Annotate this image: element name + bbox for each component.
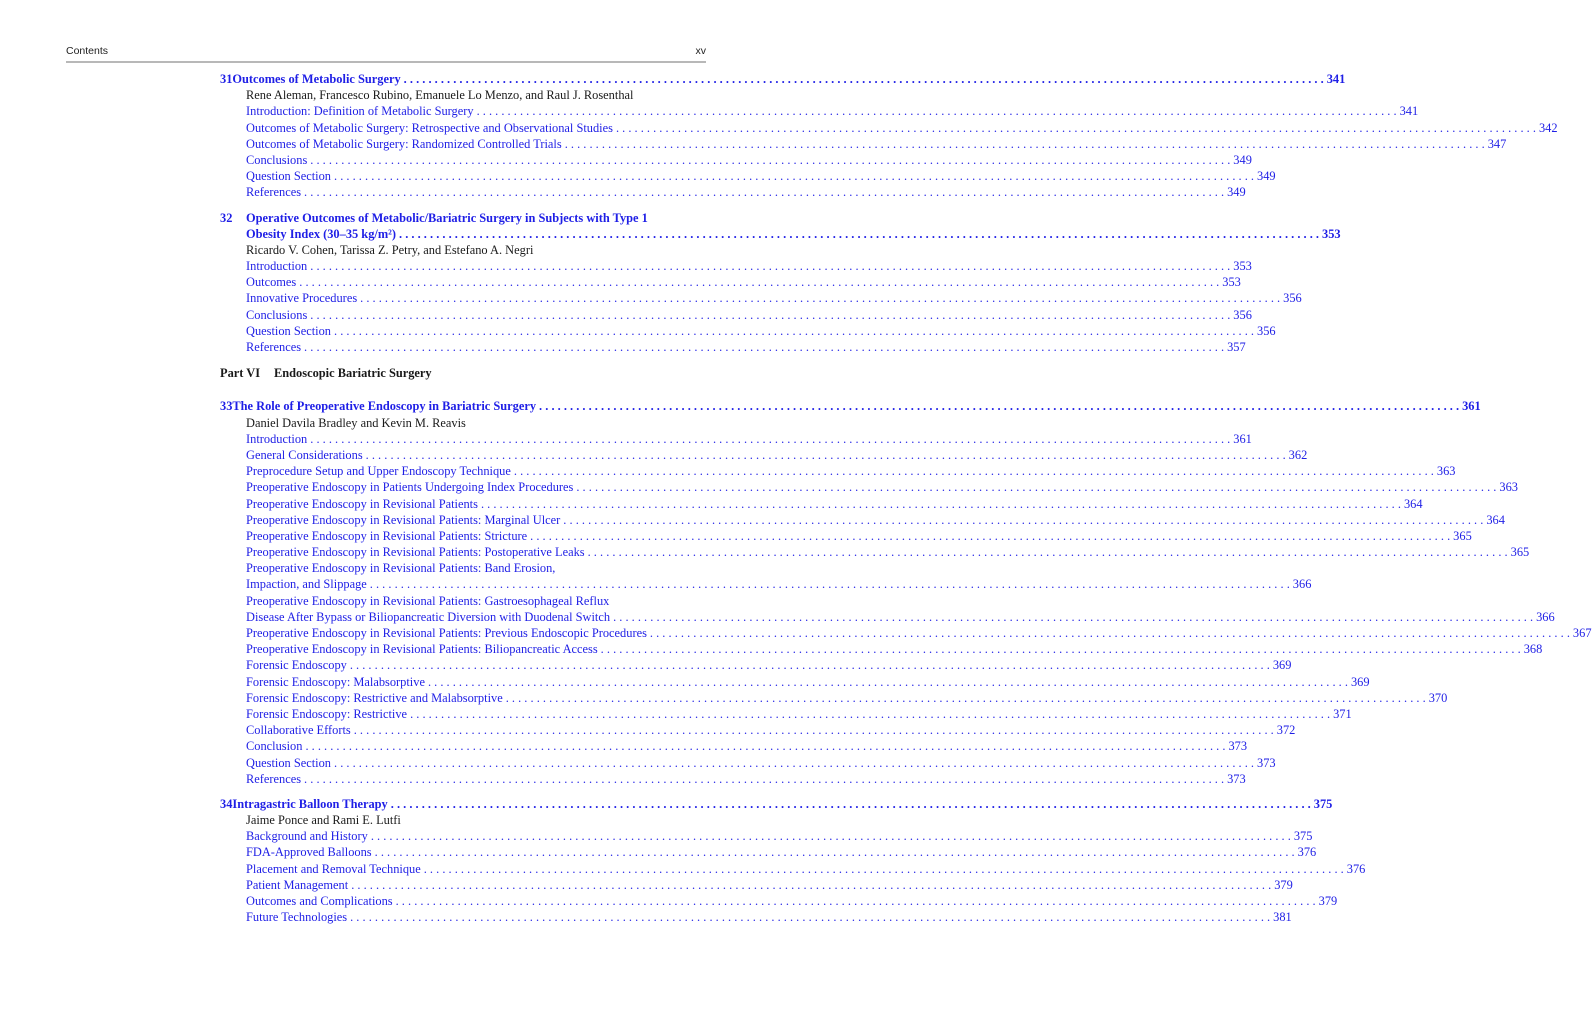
entry-page-number[interactable]: 349 — [1227, 185, 1246, 200]
dot-leader — [610, 609, 1536, 625]
section-entry[interactable] — [220, 168, 1276, 184]
entry-page-number[interactable]: 353 — [1222, 275, 1241, 290]
entry-page-number[interactable]: 369 — [1350, 674, 1370, 689]
section-entry[interactable] — [220, 877, 1293, 893]
section-entry[interactable] — [220, 512, 1505, 528]
section-title-line[interactable]: Preoperative Endoscopy in Revisional Patients: Gastroesophageal Reflux — [246, 593, 610, 608]
part-label: Part VI — [220, 366, 261, 381]
dot-leader — [302, 738, 1228, 754]
chapter-number: 32 — [220, 210, 233, 225]
section-entry[interactable] — [220, 152, 1252, 168]
section-entry[interactable] — [220, 722, 1296, 738]
section-entry[interactable] — [220, 103, 1419, 119]
running-head — [66, 43, 706, 63]
section-entry[interactable] — [220, 576, 1312, 592]
entry-title-link[interactable]: Preoperative Endoscopy in Revisional Patients: Stricture — [246, 528, 528, 543]
entry-title-link[interactable]: Outcomes of Metabolic Surgery: Retrospective and Observational Studies — [246, 120, 613, 135]
entry-page-number[interactable]: 375 — [1313, 796, 1333, 811]
dot-leader — [388, 796, 1314, 812]
chapter-authors: Daniel Davila Bradley and Kevin M. Reavis — [246, 415, 466, 430]
section-entry[interactable] — [220, 771, 1246, 787]
chapter-authors: Ricardo V. Cohen, Tarissa Z. Petry, and Estefano A. Negri — [246, 242, 534, 257]
chapter-34 — [220, 796, 1366, 926]
dot-leader — [331, 168, 1257, 184]
entry-page-number[interactable]: 353 — [1233, 259, 1252, 274]
chapter-authors: Rene Aleman, Francesco Rubino, Emanuele Lo Menzo, and Raul J. Rosenthal — [246, 88, 634, 103]
entry-title-link[interactable]: Conclusions — [246, 152, 308, 167]
dot-leader — [307, 431, 1233, 447]
entry-page-number[interactable]: 356 — [1283, 291, 1302, 306]
dot-leader — [613, 120, 1539, 136]
dot-leader — [562, 136, 1488, 152]
dot-leader — [598, 641, 1524, 657]
dot-leader — [536, 398, 1462, 414]
section-entry[interactable] — [220, 339, 1246, 355]
entry-title-link[interactable]: Preoperative Endoscopy in Revisional Patients — [246, 496, 478, 511]
entry-title-link[interactable]: Patient Management — [246, 877, 349, 892]
section-entry[interactable] — [220, 909, 1292, 925]
dot-leader — [301, 184, 1227, 200]
entry-title-link[interactable]: The Role of Preoperative Endoscopy in Bariatric Surgery — [232, 399, 537, 414]
entry-title-link[interactable]: Outcomes and Complications — [246, 894, 393, 908]
entry-title-link[interactable]: General Considerations — [246, 447, 363, 462]
entry-page-number[interactable]: 364 — [1403, 496, 1423, 511]
dot-leader — [372, 844, 1298, 860]
entry-title-link[interactable]: Preoperative Endoscopy in Revisional Patients: Previous Endoscopic Procedures — [246, 626, 647, 640]
entry-page-number[interactable]: 367 — [1572, 626, 1592, 640]
dot-leader — [647, 625, 1573, 641]
dot-leader — [301, 771, 1227, 787]
entry-title-link[interactable]: Forensic Endoscopy — [246, 658, 347, 673]
entry-page-number[interactable]: 361 — [1462, 399, 1481, 414]
dot-leader — [347, 657, 1273, 673]
section-entry[interactable] — [220, 828, 1313, 844]
part-heading — [220, 365, 705, 381]
dot-leader — [407, 706, 1333, 722]
dot-leader — [503, 690, 1429, 706]
dot-leader — [560, 512, 1486, 528]
entry-page-number[interactable]: 368 — [1523, 642, 1543, 657]
entry-page-number[interactable]: 357 — [1227, 340, 1246, 354]
entry-title-link[interactable]: Disease After Bypass or Biliopancreatic Diversion with Duodenal Switch — [246, 609, 611, 624]
entry-page-number[interactable]: 347 — [1487, 136, 1507, 151]
entry-title-link[interactable]: References — [246, 771, 302, 786]
entry-title-link[interactable]: Outcomes of Metabolic Surgery: Randomized Controlled Trials — [246, 136, 562, 151]
dot-leader — [307, 258, 1233, 274]
entry-title-link[interactable]: Preoperative Endoscopy in Revisional Patients: Biliopancreatic Access — [246, 642, 598, 657]
section-entry[interactable] — [220, 657, 1292, 673]
section-entry[interactable] — [220, 120, 1558, 136]
chapter-number: 34 — [220, 796, 233, 811]
entry-page-number[interactable]: 375 — [1293, 829, 1313, 844]
section-entry[interactable] — [220, 609, 1555, 625]
dot-leader — [527, 528, 1453, 544]
entry-title-link[interactable]: Introduction — [246, 431, 308, 446]
dot-leader — [474, 103, 1400, 119]
entry-title-link[interactable]: Conclusion — [246, 739, 303, 754]
entry-page-number[interactable]: 349 — [1257, 169, 1276, 184]
section-entry[interactable] — [220, 706, 1352, 722]
entry-title-link[interactable]: References — [246, 340, 302, 354]
entry-title-link[interactable]: Conclusions — [246, 307, 308, 322]
entry-page-number[interactable]: 381 — [1273, 910, 1292, 925]
entry-page-number[interactable]: 341 — [1399, 104, 1419, 119]
dot-leader — [307, 307, 1233, 323]
page-number: xv — [695, 45, 706, 57]
entry-page-number[interactable]: 366 — [1536, 609, 1555, 624]
entry-page-number[interactable]: 341 — [1326, 72, 1346, 86]
dot-leader — [401, 71, 1327, 87]
entry-page-number[interactable]: 356 — [1233, 307, 1252, 322]
dot-leader — [368, 828, 1294, 844]
chapter-authors: Jaime Ponce and Rami E. Lutfi — [246, 813, 401, 828]
entry-page-number[interactable]: 342 — [1538, 120, 1558, 135]
dot-leader — [331, 323, 1257, 339]
chapter-31 — [220, 71, 1558, 201]
entry-title-link[interactable]: Preoperative Endoscopy in Revisional Patients: Postoperative Leaks — [246, 545, 585, 560]
chapter-title-row[interactable] — [220, 71, 1346, 87]
entry-title-link[interactable]: Introduction: Definition of Metabolic Surgery — [246, 104, 474, 119]
entry-title-link[interactable]: Placement and Removal Technique — [246, 861, 421, 876]
entry-title-link[interactable]: Intragastric Balloon Therapy — [232, 796, 388, 811]
entry-page-number[interactable]: 353 — [1322, 226, 1341, 241]
entry-title-link[interactable]: Outcomes of Metabolic Surgery — [232, 72, 401, 86]
section-entry[interactable] — [220, 184, 1246, 200]
section-entry[interactable] — [220, 690, 1448, 706]
entry-title-link[interactable]: Impaction, and Slippage — [246, 577, 367, 592]
entry-page-number[interactable]: 363 — [1499, 480, 1518, 495]
dot-leader — [363, 447, 1289, 463]
entry-title-link[interactable]: Innovative Procedures — [246, 291, 358, 306]
chapter-title-row[interactable] — [220, 398, 1481, 414]
entry-page-number[interactable]: 376 — [1346, 861, 1366, 876]
dot-leader — [573, 479, 1499, 495]
entry-page-number[interactable]: 369 — [1272, 658, 1292, 673]
entry-title-link[interactable]: Preoperative Endoscopy in Patients Undergoing Index Procedures — [246, 480, 574, 495]
entry-title-link[interactable]: Forensic Endoscopy: Restrictive — [246, 706, 408, 721]
entry-title-link[interactable]: Question Section — [246, 169, 332, 184]
section-entry[interactable] — [220, 258, 1252, 274]
dot-leader — [585, 544, 1511, 560]
table-of-contents — [220, 71, 1592, 934]
dot-leader — [351, 722, 1277, 738]
dot-leader — [478, 496, 1404, 512]
section-entry[interactable] — [220, 463, 1456, 479]
dot-leader — [331, 755, 1257, 771]
dot-leader — [511, 463, 1437, 479]
entry-page-number[interactable]: 373 — [1228, 739, 1248, 754]
entry-title-link[interactable]: Forensic Endoscopy: Restrictive and Malabsorptive — [246, 690, 503, 705]
entry-title-link[interactable]: Introduction — [246, 259, 308, 274]
running-head-title: Contents — [66, 45, 109, 57]
dot-leader — [367, 576, 1293, 592]
entry-page-number[interactable]: 372 — [1276, 723, 1296, 738]
dot-leader — [396, 226, 1322, 242]
entry-title-link[interactable]: Obesity Index (30–35 kg/m²) — [246, 226, 397, 241]
entry-page-number[interactable]: 362 — [1288, 447, 1308, 462]
entry-page-number[interactable]: 363 — [1436, 464, 1456, 479]
section-entry[interactable] — [220, 290, 1302, 306]
section-entry[interactable] — [220, 641, 1543, 657]
chapter-33 — [220, 398, 1592, 787]
entry-title-link[interactable]: Preprocedure Setup and Upper Endoscopy Technique — [246, 464, 511, 479]
entry-title-link[interactable]: Background and History — [246, 829, 368, 844]
entry-title-link[interactable]: Question Section — [246, 323, 332, 338]
chapter-title-row[interactable] — [220, 796, 1333, 812]
entry-page-number[interactable]: 376 — [1297, 845, 1317, 860]
entry-title-link[interactable]: Forensic Endoscopy: Malabsorptive — [246, 674, 425, 689]
entry-page-number[interactable]: 379 — [1274, 877, 1293, 892]
section-entry[interactable] — [220, 447, 1308, 463]
section-entry[interactable] — [220, 496, 1423, 512]
entry-page-number[interactable]: 349 — [1233, 152, 1252, 167]
entry-page-number[interactable]: 379 — [1318, 894, 1338, 908]
entry-title-link[interactable]: Collaborative Efforts — [246, 723, 351, 738]
entry-page-number[interactable]: 356 — [1257, 323, 1276, 338]
dot-leader — [421, 861, 1347, 877]
dot-leader — [296, 274, 1222, 290]
entry-page-number[interactable]: 364 — [1486, 512, 1505, 527]
section-entry[interactable] — [220, 544, 1530, 560]
dot-leader — [307, 152, 1233, 168]
section-title-line[interactable]: Preoperative Endoscopy in Revisional Patients: Band Erosion, — [246, 561, 556, 576]
section-entry[interactable] — [220, 738, 1248, 754]
entry-title-link[interactable]: Question Section — [246, 755, 332, 770]
section-entry[interactable] — [220, 528, 1472, 544]
section-entry[interactable] — [220, 844, 1317, 860]
part-title: Endoscopic Bariatric Surgery — [274, 366, 432, 381]
section-entry[interactable] — [220, 625, 1592, 641]
entry-title-link[interactable]: Operative Outcomes of Metabolic/Bariatric Surgery in Subjects with Type 1 — [246, 210, 648, 225]
entry-page-number[interactable]: 361 — [1233, 431, 1252, 446]
entry-page-number[interactable]: 373 — [1227, 771, 1246, 786]
section-entry[interactable] — [220, 136, 1507, 152]
entry-title-link[interactable]: FDA-Approved Balloons — [246, 845, 372, 860]
section-entry[interactable] — [220, 323, 1276, 339]
section-entry[interactable] — [220, 479, 1518, 495]
dot-leader — [425, 674, 1351, 690]
entry-page-number[interactable]: 365 — [1510, 545, 1530, 560]
section-entry[interactable] — [220, 861, 1366, 877]
entry-page-number[interactable]: 366 — [1292, 577, 1312, 592]
section-entry[interactable] — [220, 431, 1252, 447]
section-entry[interactable] — [220, 674, 1370, 690]
section-entry[interactable] — [220, 755, 1276, 771]
entry-page-number[interactable]: 365 — [1453, 528, 1472, 543]
chapter-32 — [220, 210, 1341, 356]
dot-leader — [348, 877, 1274, 893]
section-entry[interactable] — [220, 893, 1338, 909]
chapter-title-line[interactable] — [220, 210, 705, 226]
chapter-title-row[interactable] — [220, 226, 1341, 242]
entry-title-link[interactable]: Future Technologies — [246, 910, 348, 925]
section-entry[interactable] — [220, 274, 1241, 290]
entry-title-link[interactable]: References — [246, 185, 302, 200]
dot-leader — [347, 909, 1273, 925]
entry-page-number[interactable]: 371 — [1333, 706, 1352, 721]
entry-title-link[interactable]: Outcomes — [246, 275, 297, 290]
section-entry[interactable] — [220, 307, 1252, 323]
chapter-number: 33 — [220, 399, 233, 414]
dot-leader — [301, 339, 1227, 355]
dot-leader — [393, 893, 1319, 909]
chapter-number: 31 — [220, 72, 233, 86]
entry-title-link[interactable]: Preoperative Endoscopy in Revisional Patients: Marginal Ulcer — [246, 512, 561, 527]
entry-page-number[interactable]: 370 — [1428, 690, 1448, 705]
dot-leader — [357, 290, 1283, 306]
entry-page-number[interactable]: 373 — [1257, 755, 1276, 770]
